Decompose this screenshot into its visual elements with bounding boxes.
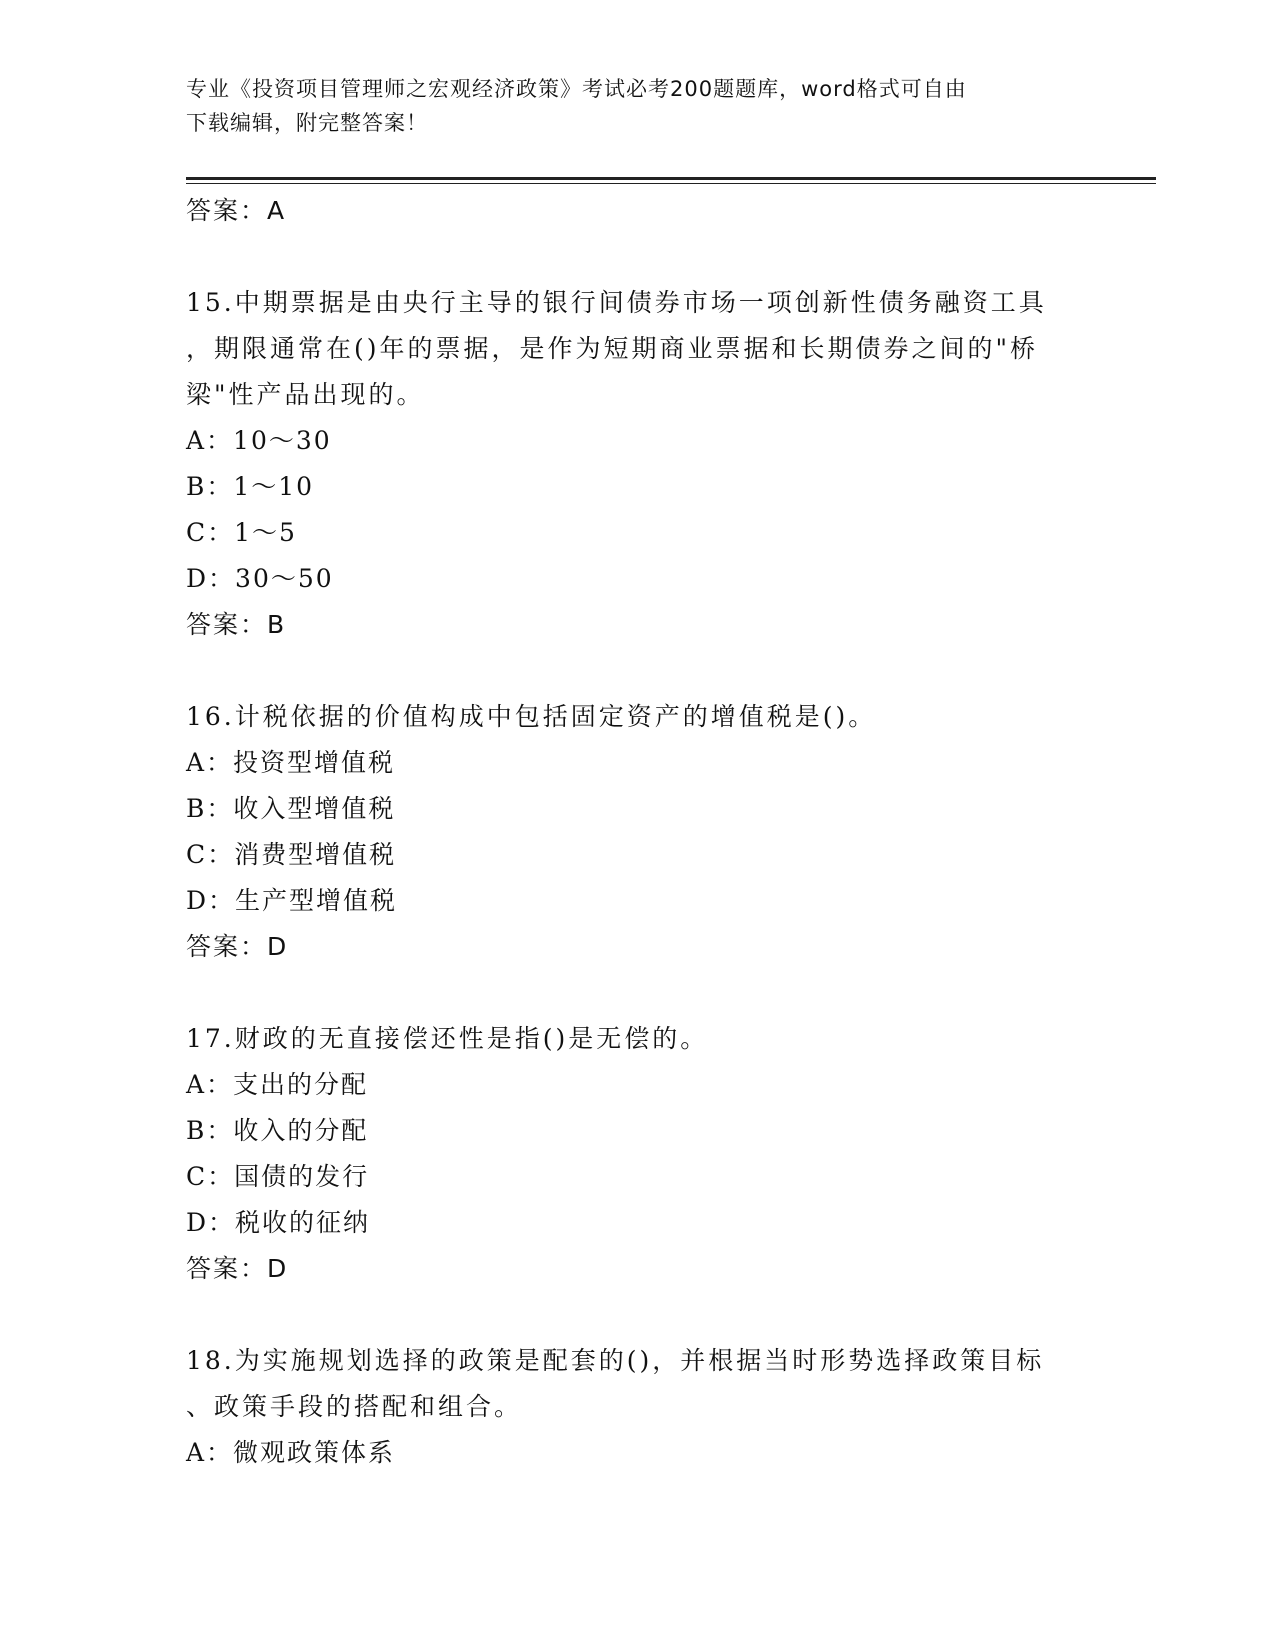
question-text-line: 、政策手段的搭配和组合。 <box>186 1392 523 1421</box>
question-18 <box>186 1338 1086 1476</box>
question-text-line: ，期限通常在()年的票据，是作为短期商业票据和长期债券之间的"桥 <box>186 334 1039 363</box>
spacer <box>186 970 1086 1016</box>
option-b: B：1～10 <box>186 472 315 501</box>
header-divider-thin <box>186 183 1156 184</box>
answer-line: 答案：D <box>186 932 289 961</box>
spacer <box>186 648 1086 694</box>
question-15 <box>186 280 1086 648</box>
spacer <box>186 1292 1086 1338</box>
option-c: C：1～5 <box>186 518 297 547</box>
option-d: D：生产型增值税 <box>186 886 398 915</box>
option-b: B：收入的分配 <box>186 1116 369 1145</box>
option-b: B：收入型增值税 <box>186 794 396 823</box>
option-a: A：10～30 <box>186 426 332 455</box>
option-c: C：消费型增值税 <box>186 840 397 869</box>
answer-line: 答案：B <box>186 610 287 639</box>
option-a: A：支出的分配 <box>186 1070 369 1099</box>
question-text-line: 16.计税依据的价值构成中包括固定资产的增值税是()。 <box>186 702 877 731</box>
question-text-line: 梁"性产品出现的。 <box>186 380 425 409</box>
question-text-line: 18.为实施规划选择的政策是配套的()，并根据当时形势选择政策目标 <box>186 1346 1045 1375</box>
question-text-line: 15.中期票据是由央行主导的银行间债券市场一项创新性债务融资工具 <box>186 288 1047 317</box>
document-header <box>186 72 1086 140</box>
option-d: D：税收的征纳 <box>186 1208 371 1237</box>
answer-line: 答案：A <box>186 196 287 225</box>
question-text-line: 17.财政的无直接偿还性是指()是无偿的。 <box>186 1024 709 1053</box>
header-line-2: 下载编辑，附完整答案！ <box>186 111 428 135</box>
option-a: A：微观政策体系 <box>186 1438 396 1467</box>
option-d: D：30～50 <box>186 564 334 593</box>
question-list <box>186 188 1086 1476</box>
answer-line: 答案：D <box>186 1254 289 1283</box>
question-16 <box>186 694 1086 970</box>
option-a: A：投资型增值税 <box>186 748 396 777</box>
question-17 <box>186 1016 1086 1292</box>
header-line-1: 专业《投资项目管理师之宏观经济政策》考试必考200题题库，word格式可自由 <box>186 77 967 101</box>
header-divider-thick <box>186 177 1156 180</box>
option-c: C：国债的发行 <box>186 1162 370 1191</box>
spacer <box>186 234 1086 280</box>
